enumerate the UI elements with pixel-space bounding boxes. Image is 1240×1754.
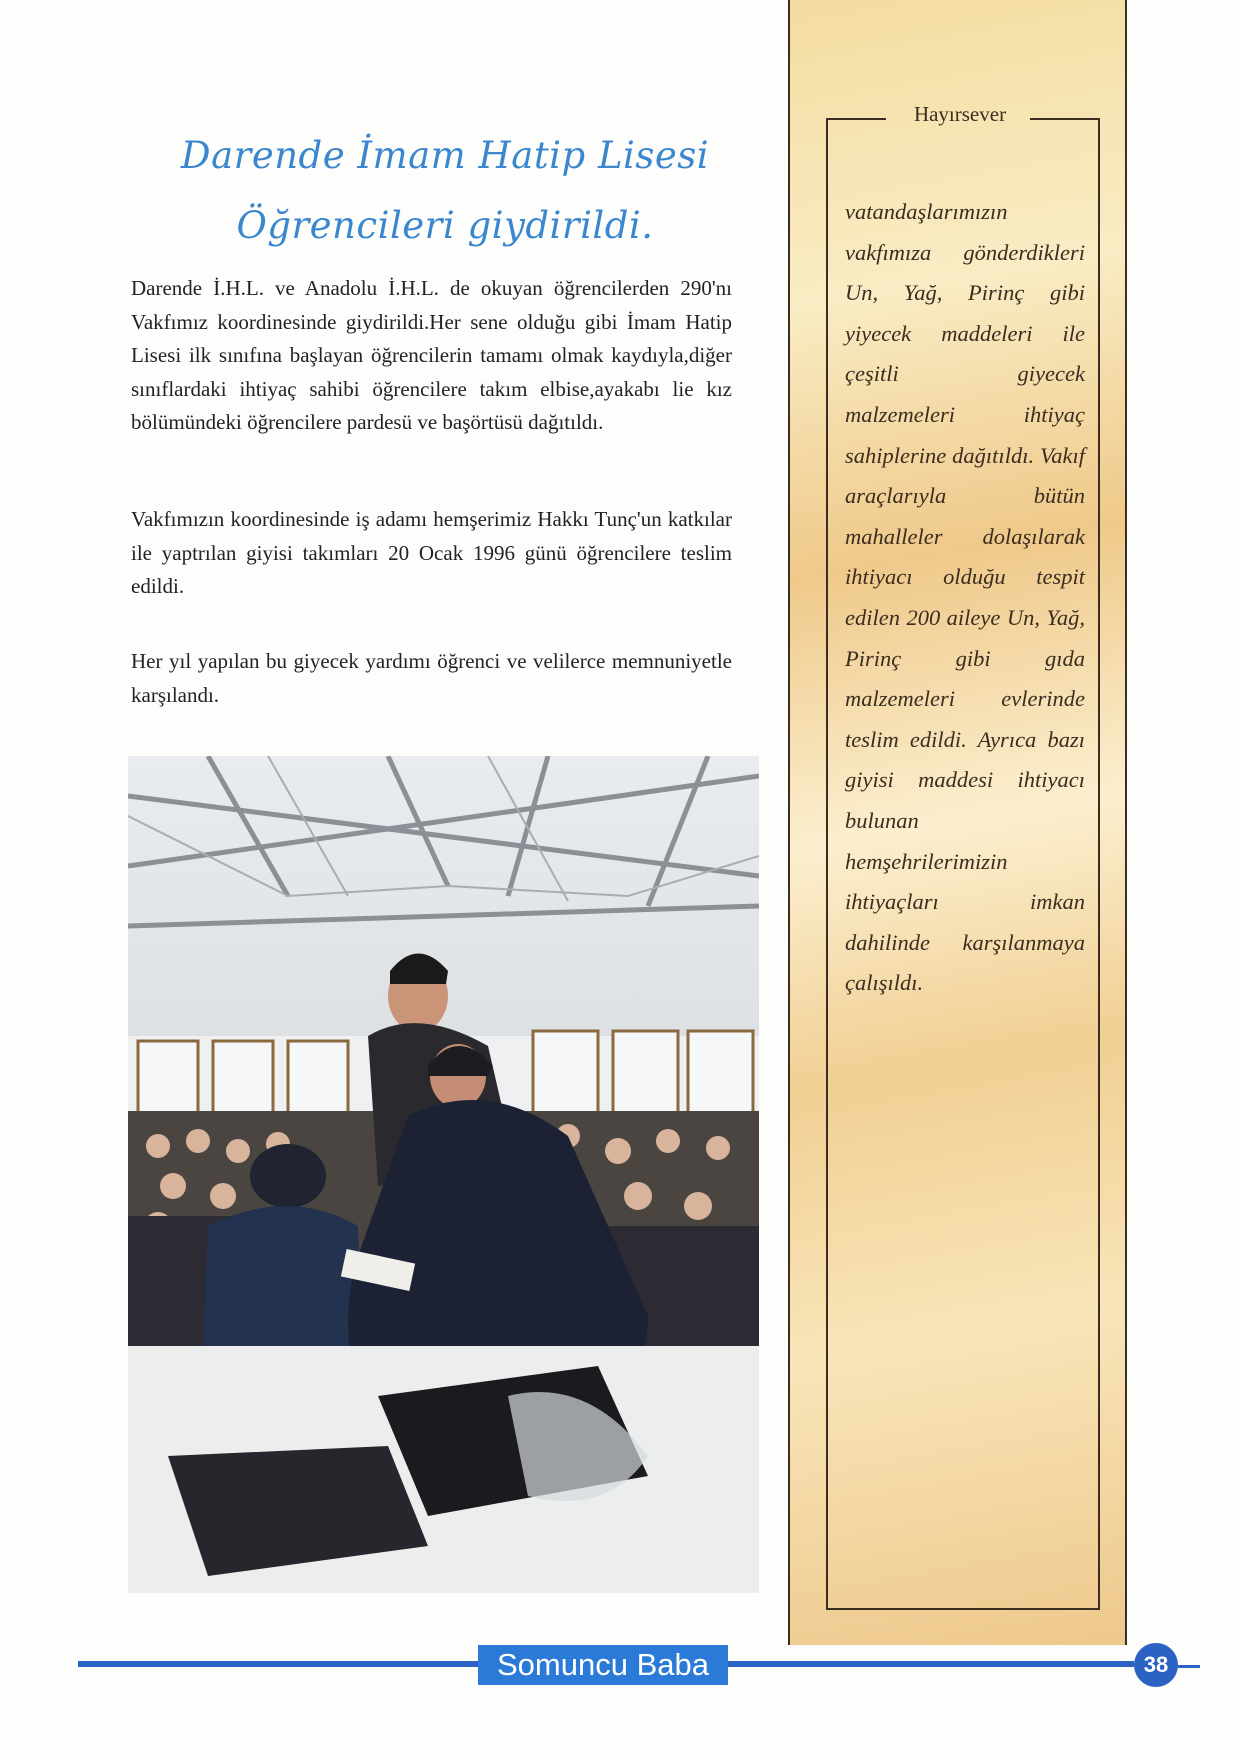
article-paragraph-2: Vakfımızın koordinesinde iş adamı hemşerimiz Hakkı Tunç'un katkılar ile yaptrılan giyisi takımları 20 Ocak 1996 günü öğrencilere teslim edildi. [131,507,732,598]
footer-rule-end [1178,1665,1200,1668]
article-title-line-1: Darende İmam Hatip Lisesi [180,134,710,177]
footer-rule-right [728,1661,1134,1667]
sidebar-heading: Hayırsever [913,102,1007,126]
magazine-name: Somuncu Baba [478,1645,728,1685]
sidebar-text: vatandaşlarımızın vakfımıza gönderdikleri Un, Yağ, Pirinç gibi yiyecek maddeleri ile çeşitli giyecek malzemeleri ihtiyaç sahiplerine dağıtıldı. Vakıf araçlarıyla bütün mahalleler dolaşılarak ihtiyacı olduğu tespit edilen 200 aileye Un, Yağ, Pirinç gibi gıda malzemeleri evlerinde teslim edildi. Ayrıca bazı giyisi maddesi ihtiyacı bulunan hemşehrilerimizin ihtiyaçları imkan dahilinde karşılanmaya çalışıldı. [845,199,1085,996]
sidebar-border-top-left [826,118,886,120]
article-paragraph-3: Her yıl yapılan bu giyecek yardımı öğrenci ve velilerce memnuniyetle karşılandı. [131,649,732,707]
sidebar-border-top-right [1030,118,1098,120]
article-paragraph-1: Darende İ.H.L. ve Anadolu İ.H.L. de okuyan öğrencilerden 290'nı Vakfımız koordinesinde giydirildi.Her sene olduğu gibi İmam Hatip Lisesi ilk sınıfına başlayan öğrencilerin tamamı olmak kaydıyla,diğer sınıflardaki ihtiyaç sahibi öğrencilere takım elbise,ayakabı lie kız bölümündeki öğrencilere pardesü ve başörtüsü dağıtıldı. [131,276,732,434]
ceremony-photo [128,756,759,1593]
article-title-line-2: Öğrencileri giydirildi. [236,204,654,247]
page-number: 38 [1134,1643,1178,1687]
footer-rule-left [78,1661,478,1667]
